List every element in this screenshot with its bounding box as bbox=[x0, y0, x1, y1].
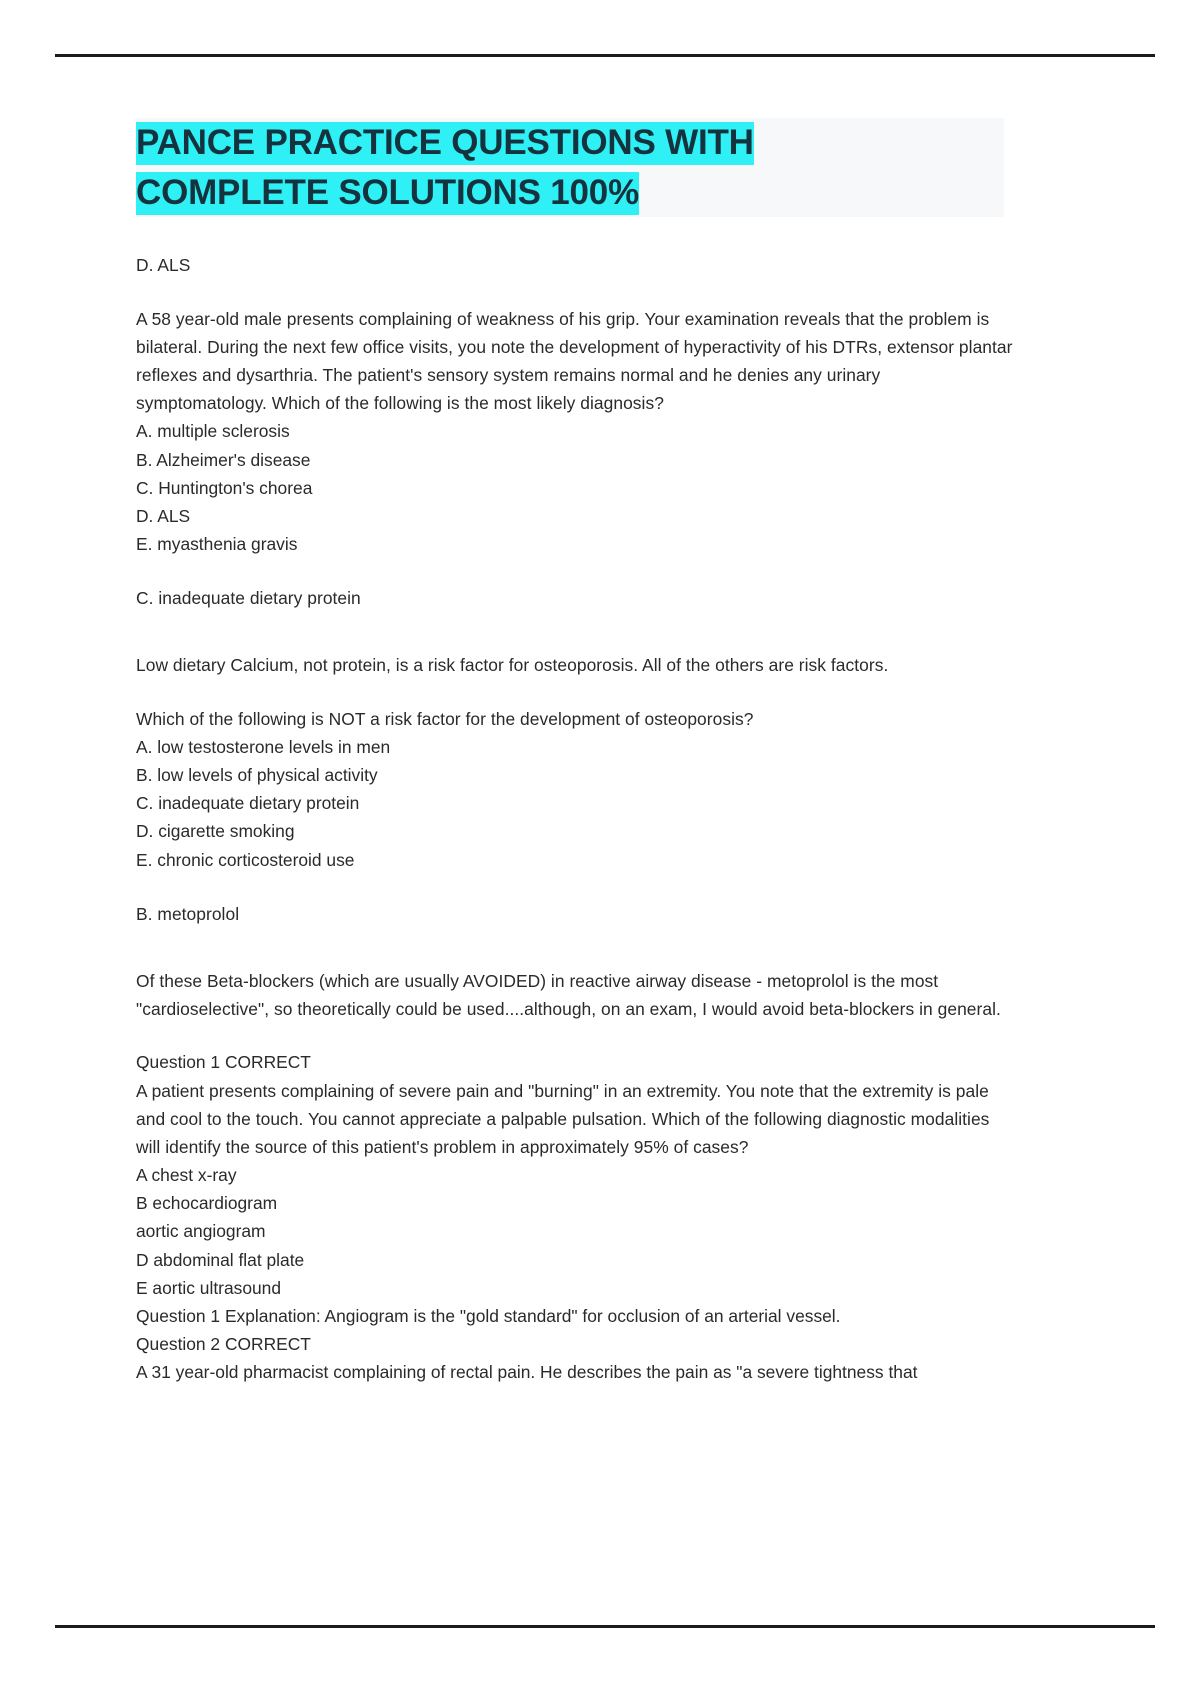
answer-1: D. ALS bbox=[136, 255, 191, 276]
question-1-option-b: B. Alzheimer's disease bbox=[136, 449, 311, 470]
question-block-2-header: Question 2 CORRECT bbox=[136, 1334, 311, 1355]
question-block-2-stem: A 31 year-old pharmacist complaining of rectal pain. He describes the pain as "a severe tightness that bbox=[136, 1362, 918, 1383]
question-block-1-header: Question 1 CORRECT bbox=[136, 1052, 311, 1073]
page-top-rule bbox=[55, 54, 1155, 57]
page-title-line-2: COMPLETE SOLUTIONS 100% bbox=[136, 172, 639, 215]
question-block-1-explanation: Question 1 Explanation: Angiogram is the "gold standard" for occlusion of an arterial vessel. bbox=[136, 1306, 841, 1326]
question-2-option-e: E. chronic corticosteroid use bbox=[136, 849, 355, 870]
title-block bbox=[136, 118, 1004, 217]
question-1-option-c: C. Huntington's chorea bbox=[136, 477, 313, 498]
question-1-option-d: D. ALS bbox=[136, 505, 191, 526]
explanation-3: Of these Beta-blockers (which are usually AVOIDED) in reactive airway disease - metoprolol is the most "cardioselective", so theoretically could be used....although, on an exam, I would avoid beta-blockers in general. bbox=[136, 970, 1001, 1020]
question-1-option-a: A. multiple sclerosis bbox=[136, 421, 290, 442]
question-1-stem: A 58 year-old male presents complaining of weakness of his grip. Your examination reveals that the problem is bilateral. During the next few office visits, you note the development of hyperactivity of his DTRs, extensor plantar reflexes and dysarthria. The patient's sensory system remains normal and he denies any urinary symptomatology. Which of the following is the most likely diagnosis? bbox=[136, 308, 1013, 414]
spacer bbox=[136, 558, 1016, 584]
answer-3: B. metoprolol bbox=[136, 903, 240, 924]
page-title-line-1: PANCE PRACTICE QUESTIONS WITH bbox=[136, 122, 754, 165]
spacer bbox=[136, 637, 1016, 651]
question-block-1-option-d: D abdominal flat plate bbox=[136, 1249, 305, 1270]
question-block-1-option-b: B echocardiogram bbox=[136, 1193, 278, 1214]
question-block-1-option-e: E aortic ultrasound bbox=[136, 1277, 282, 1298]
answer-2: C. inadequate dietary protein bbox=[136, 588, 361, 609]
question-2-option-b: B. low levels of physical activity bbox=[136, 765, 378, 785]
question-2-option-a: A. low testosterone levels in men bbox=[136, 736, 391, 757]
question-1-option-e: E. myasthenia gravis bbox=[136, 534, 298, 555]
page-title bbox=[136, 118, 1004, 217]
question-block-1-option-a: A chest x-ray bbox=[136, 1165, 237, 1186]
spacer bbox=[136, 953, 1016, 967]
question-2-stem: Which of the following is NOT a risk factor for the development of osteoporosis? bbox=[136, 708, 754, 729]
page-bottom-rule bbox=[55, 1625, 1155, 1628]
question-block-1-option-c: aortic angiogram bbox=[136, 1221, 266, 1242]
document-content bbox=[136, 118, 1016, 1387]
spacer bbox=[136, 874, 1016, 900]
question-2-option-d: D. cigarette smoking bbox=[136, 821, 295, 842]
question-2-option-c: C. inadequate dietary protein bbox=[136, 793, 360, 814]
question-block-1-stem: A patient presents complaining of severe pain and "burning" in an extremity. You note that the extremity is pale and cool to the touch. You cannot appreciate a palpable pulsation. Which of the following diagnostic modalities will identify the source of this patient's problem in approximately 95% of cases? bbox=[136, 1080, 990, 1157]
explanation-2: Low dietary Calcium, not protein, is a risk factor for osteoporosis. All of the others are risk factors. bbox=[136, 655, 889, 676]
